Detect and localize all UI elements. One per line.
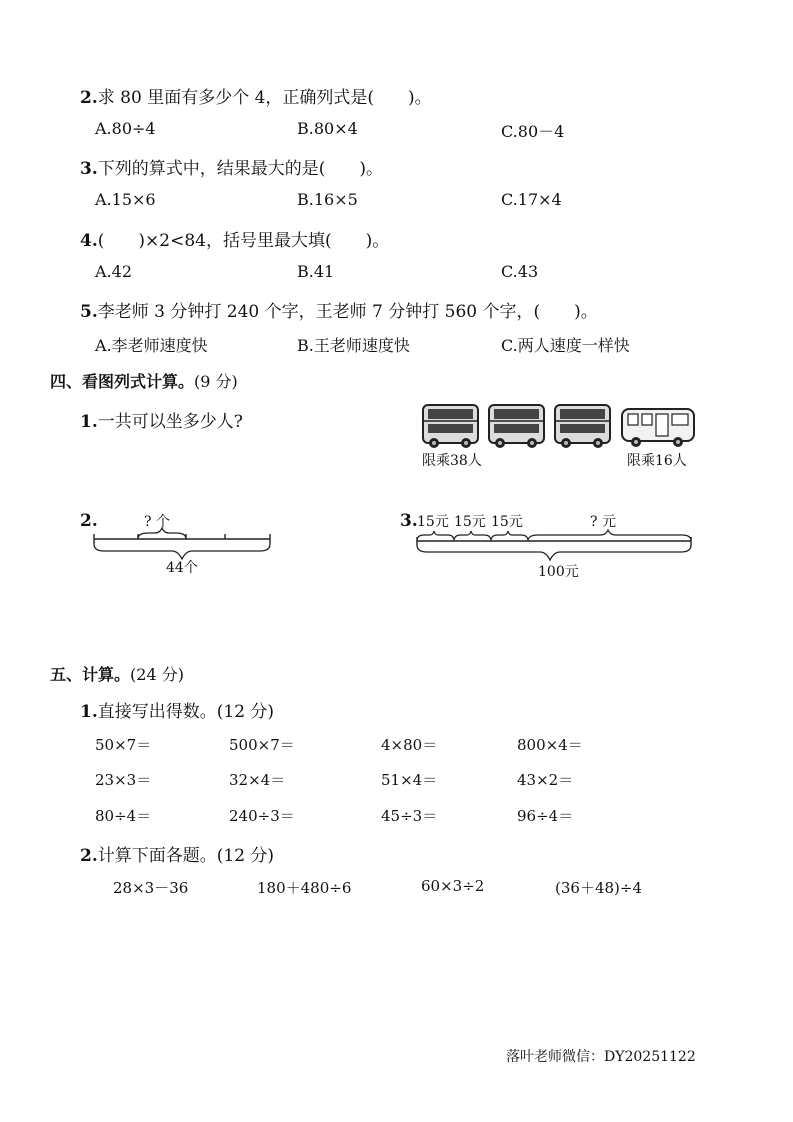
question-number: 2. (80, 88, 98, 108)
question-number: 4. (80, 231, 98, 251)
double-decker-bus-icon (423, 405, 478, 448)
question-number: 1. (80, 412, 98, 432)
segment-label: 15元 (454, 514, 486, 530)
option-c[interactable]: C.80－4 (501, 122, 565, 141)
segment-label: 15元 (417, 514, 449, 530)
question-stem: 李老师 3 分钟打 240 个字，王老师 7 分钟打 560 个字，( )。 (97, 302, 598, 322)
section-points: (9 分) (194, 372, 238, 391)
oral-arithmetic-item[interactable]: 50×7＝ (95, 736, 152, 754)
total-amount-label: 100元 (538, 564, 579, 580)
question-number: 3. (400, 511, 418, 531)
oral-arithmetic-item[interactable]: 800×4＝ (517, 736, 583, 754)
option-c[interactable]: C.两人速度一样快 (501, 336, 630, 355)
minibus-capacity-label: 限乘16人 (627, 453, 687, 469)
option-a[interactable]: A.80÷4 (95, 119, 156, 138)
oral-arithmetic-item[interactable]: 45÷3＝ (381, 807, 438, 825)
section-4-heading (50, 369, 238, 392)
option-a[interactable]: A.李老师速度快 (95, 336, 208, 355)
section-5-heading (50, 662, 184, 685)
unknown-part-label: ? 个 (144, 514, 170, 530)
question-stem: ( )×2<84，括号里最大填( )。 (97, 231, 390, 251)
option-b[interactable]: B.80×4 (297, 119, 358, 138)
section-title: 五、计算。 (50, 665, 131, 684)
calculation-problem[interactable]: (36＋48)÷4 (555, 879, 642, 897)
question-number: 1. (80, 702, 98, 722)
oral-arithmetic-item[interactable]: 500×7＝ (229, 736, 295, 754)
oral-arithmetic-item[interactable]: 80÷4＝ (95, 807, 152, 825)
oral-arithmetic-item[interactable]: 23×3＝ (95, 771, 152, 789)
double-decker-bus-icon (489, 405, 544, 448)
oral-arithmetic-item[interactable]: 51×4＝ (381, 771, 438, 789)
question-5 (80, 297, 598, 322)
part-points: (12 分) (216, 702, 275, 722)
part-2-heading (80, 841, 274, 866)
oral-arithmetic-item[interactable]: 4×80＝ (381, 736, 438, 754)
minibus-icon (622, 409, 694, 447)
calculation-problem[interactable]: 60×3÷2 (421, 877, 485, 895)
question-text: 直接写出得数。 (97, 702, 217, 722)
calculation-problem[interactable]: 180＋480÷6 (257, 879, 352, 897)
question-stem: 求 80 里面有多少个 4，正确列式是( )。 (97, 88, 432, 108)
option-c[interactable]: C.17×4 (501, 190, 562, 209)
oral-arithmetic-item[interactable]: 96÷4＝ (517, 807, 574, 825)
footer-note: 落叶老师微信：DY20251122 (506, 1049, 696, 1065)
question-number: 3. (80, 159, 98, 179)
question-2 (80, 83, 432, 108)
unknown-amount-label: ? 元 (590, 514, 616, 530)
bus-illustration (420, 403, 720, 453)
segment-label: 15元 (491, 514, 523, 530)
calculation-problem[interactable]: 28×3－36 (113, 879, 189, 897)
question-number: 2. (80, 846, 98, 866)
bus-capacity-label: 限乘38人 (422, 453, 482, 469)
double-decker-bus-icon (555, 405, 610, 448)
figure-question-1 (80, 407, 243, 432)
part-points: (12 分) (216, 846, 275, 866)
oral-arithmetic-item[interactable]: 43×2＝ (517, 771, 574, 789)
option-b[interactable]: B.王老师速度快 (297, 336, 410, 355)
question-number: 2. (80, 511, 98, 531)
option-c[interactable]: C.43 (501, 262, 539, 281)
question-stem: 下列的算式中，结果最大的是( )。 (97, 159, 384, 179)
question-text: 一共可以坐多少人? (97, 412, 243, 432)
oral-arithmetic-item[interactable]: 32×4＝ (229, 771, 286, 789)
option-b[interactable]: B.41 (297, 262, 335, 281)
question-4 (80, 226, 389, 251)
oral-arithmetic-item[interactable]: 240÷3＝ (229, 807, 295, 825)
part-1-heading (80, 697, 274, 722)
question-text: 计算下面各题。 (97, 846, 217, 866)
option-a[interactable]: A.42 (95, 262, 132, 281)
option-b[interactable]: B.16×5 (297, 190, 358, 209)
section-points: (24 分) (130, 665, 184, 684)
question-3 (80, 154, 383, 179)
option-a[interactable]: A.15×6 (95, 190, 156, 209)
section-title: 四、看图列式计算。 (50, 372, 195, 391)
total-label: 44个 (166, 560, 198, 576)
question-number: 5. (80, 302, 98, 322)
